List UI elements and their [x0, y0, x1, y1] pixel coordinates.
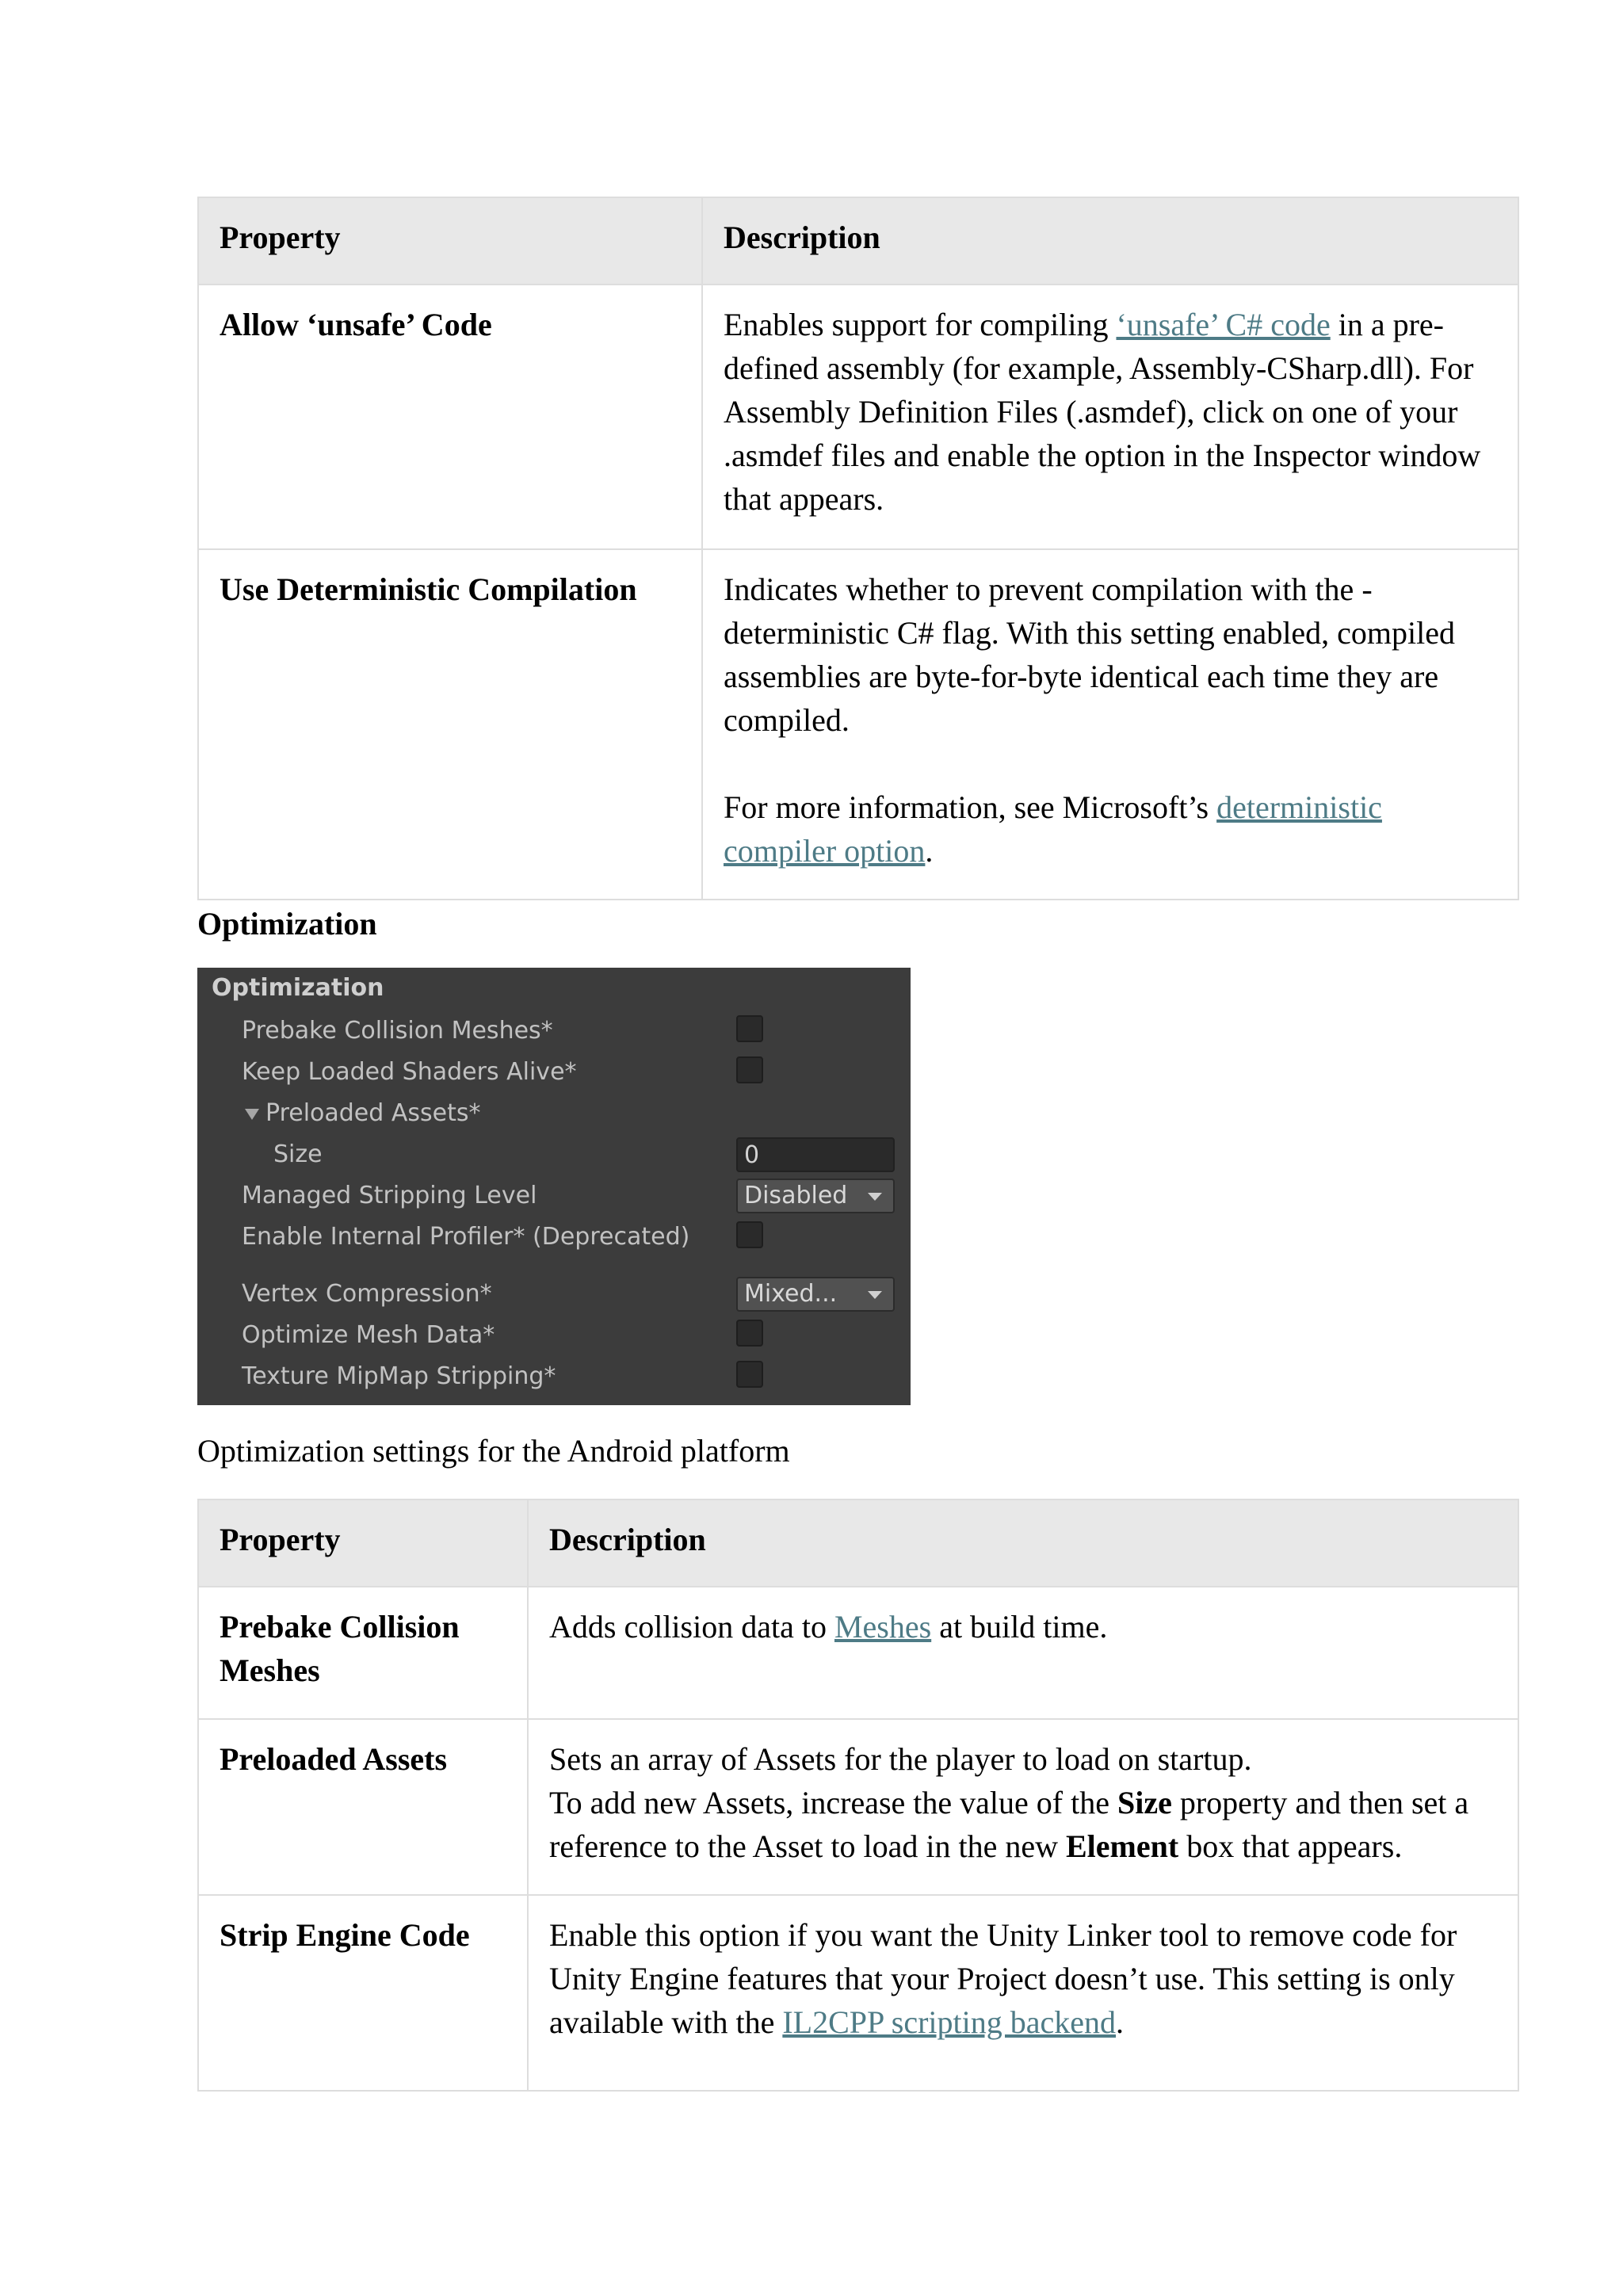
- description-paragraph: Indicates whether to prevent compilation with the -deterministic C# flag. With this setting enabled, compiled assemblies are byte-for-byte identical each time they are compiled.: [724, 571, 1456, 738]
- preloaded-assets-foldout[interactable]: [197, 1095, 911, 1133]
- description-cell: [702, 285, 1518, 549]
- size-row: [197, 1136, 911, 1174]
- row-label: Texture MipMap Stripping*: [242, 1362, 556, 1390]
- property-cell: Strip Engine Code: [198, 1895, 528, 2091]
- description-text: To add new Assets, increase the value of the: [549, 1785, 1117, 1820]
- description-text: .: [925, 833, 934, 869]
- row-label: Vertex Compression*: [242, 1280, 492, 1308]
- row-label: Keep Loaded Shaders Alive*: [242, 1058, 577, 1086]
- table-row: [198, 285, 1518, 549]
- description-text: For more information, see Microsoft’s: [724, 789, 1217, 825]
- dropdown-value: Mixed...: [744, 1280, 838, 1308]
- foldout-triangle-icon[interactable]: [245, 1109, 259, 1120]
- vertex-compression-dropdown[interactable]: [736, 1277, 895, 1312]
- description-text: at build time.: [931, 1609, 1108, 1645]
- description-cell: [528, 1587, 1518, 1719]
- row-label: Prebake Collision Meshes*: [242, 1017, 553, 1045]
- inspector-title: Optimization: [212, 974, 384, 1002]
- image-caption: Optimization settings for the Android platform: [197, 1433, 790, 1469]
- row-label: Enable Internal Profiler* (Deprecated): [242, 1223, 690, 1251]
- row-label: Optimize Mesh Data*: [242, 1321, 495, 1349]
- meshes-link[interactable]: Meshes: [834, 1609, 932, 1645]
- description-text: Adds collision data to: [549, 1609, 834, 1645]
- inspector-optimization-panel: [197, 968, 911, 1405]
- description-text: Enables support for compiling: [724, 307, 1117, 342]
- unsafe-code-link[interactable]: ‘unsafe’ C# code: [1116, 307, 1331, 342]
- dropdown-value: Disabled: [744, 1182, 848, 1209]
- description-text: property and then set a reference to the Asset to load in the new: [549, 1785, 1469, 1864]
- property-cell: Preloaded Assets: [198, 1719, 528, 1895]
- header-property: Property: [198, 1499, 528, 1587]
- vertex-compression-row: [197, 1275, 911, 1313]
- table-header-row: [198, 197, 1518, 285]
- section-heading: Optimization: [197, 906, 377, 942]
- description-cell: [528, 1719, 1518, 1895]
- header-description: Description: [702, 197, 1518, 285]
- size-term: Size: [1117, 1785, 1172, 1820]
- description-text: .: [1116, 2004, 1125, 2040]
- size-input[interactable]: 0: [736, 1137, 895, 1172]
- property-cell: Allow ‘unsafe’ Code: [198, 285, 702, 549]
- optimize-mesh-data-checkbox[interactable]: [736, 1320, 763, 1347]
- prebake-collision-meshes-row: [197, 1012, 911, 1050]
- table-row: [198, 1719, 1518, 1895]
- description-cell: [702, 549, 1518, 900]
- table-header-row: [198, 1499, 1518, 1587]
- managed-stripping-level-row: [197, 1177, 911, 1215]
- table-row: [198, 1895, 1518, 2091]
- row-label: Managed Stripping Level: [242, 1182, 537, 1209]
- description-text: box that appears.: [1178, 1828, 1403, 1864]
- description-text: Enable this option if you want the Unity Linker tool to remove code for Unity Engine features that your Project doesn’t use. This setting is only available with the: [549, 1917, 1457, 2040]
- foldout-label: [245, 1099, 480, 1127]
- header-description: Description: [528, 1499, 1518, 1587]
- properties-table-optimization: [197, 1499, 1519, 2092]
- chevron-down-icon: [868, 1291, 882, 1299]
- description-paragraph: [549, 1781, 1497, 1868]
- row-label: Size: [273, 1140, 323, 1168]
- property-cell: Use Deterministic Compilation: [198, 549, 702, 900]
- enable-internal-profiler-row: [197, 1218, 911, 1256]
- keep-loaded-shaders-row: [197, 1053, 911, 1091]
- texture-mipmap-stripping-row: [197, 1358, 911, 1396]
- description-paragraph: [724, 785, 1497, 873]
- optimize-mesh-data-row: [197, 1316, 911, 1354]
- property-cell: Prebake Collision Meshes: [198, 1587, 528, 1719]
- description-paragraph: Sets an array of Assets for the player to load on startup.: [549, 1741, 1252, 1777]
- foldout-text: Preloaded Assets*: [265, 1099, 481, 1127]
- prebake-collision-meshes-checkbox[interactable]: [736, 1015, 763, 1042]
- managed-stripping-level-dropdown[interactable]: [736, 1179, 895, 1213]
- properties-table-scripting: [197, 197, 1519, 900]
- description-text: in a pre-defined assembly (for example, Assembly-CSharp.dll). For Assembly Definition Files (.asmdef), click on one of your .asmdef files and enable the option in the Inspector window that appears.: [724, 307, 1481, 517]
- keep-loaded-shaders-checkbox[interactable]: [736, 1056, 763, 1083]
- table-row: [198, 549, 1518, 900]
- table-row: [198, 1587, 1518, 1719]
- description-cell: [528, 1895, 1518, 2091]
- header-property: Property: [198, 197, 702, 285]
- chevron-down-icon: [868, 1193, 882, 1201]
- texture-mipmap-stripping-checkbox[interactable]: [736, 1361, 763, 1388]
- il2cpp-scripting-backend-link[interactable]: IL2CPP scripting backend: [782, 2004, 1117, 2040]
- deterministic-compiler-link[interactable]: deterministic compiler option: [724, 789, 1382, 869]
- element-term: Element: [1066, 1828, 1179, 1864]
- enable-internal-profiler-checkbox[interactable]: [736, 1221, 763, 1248]
